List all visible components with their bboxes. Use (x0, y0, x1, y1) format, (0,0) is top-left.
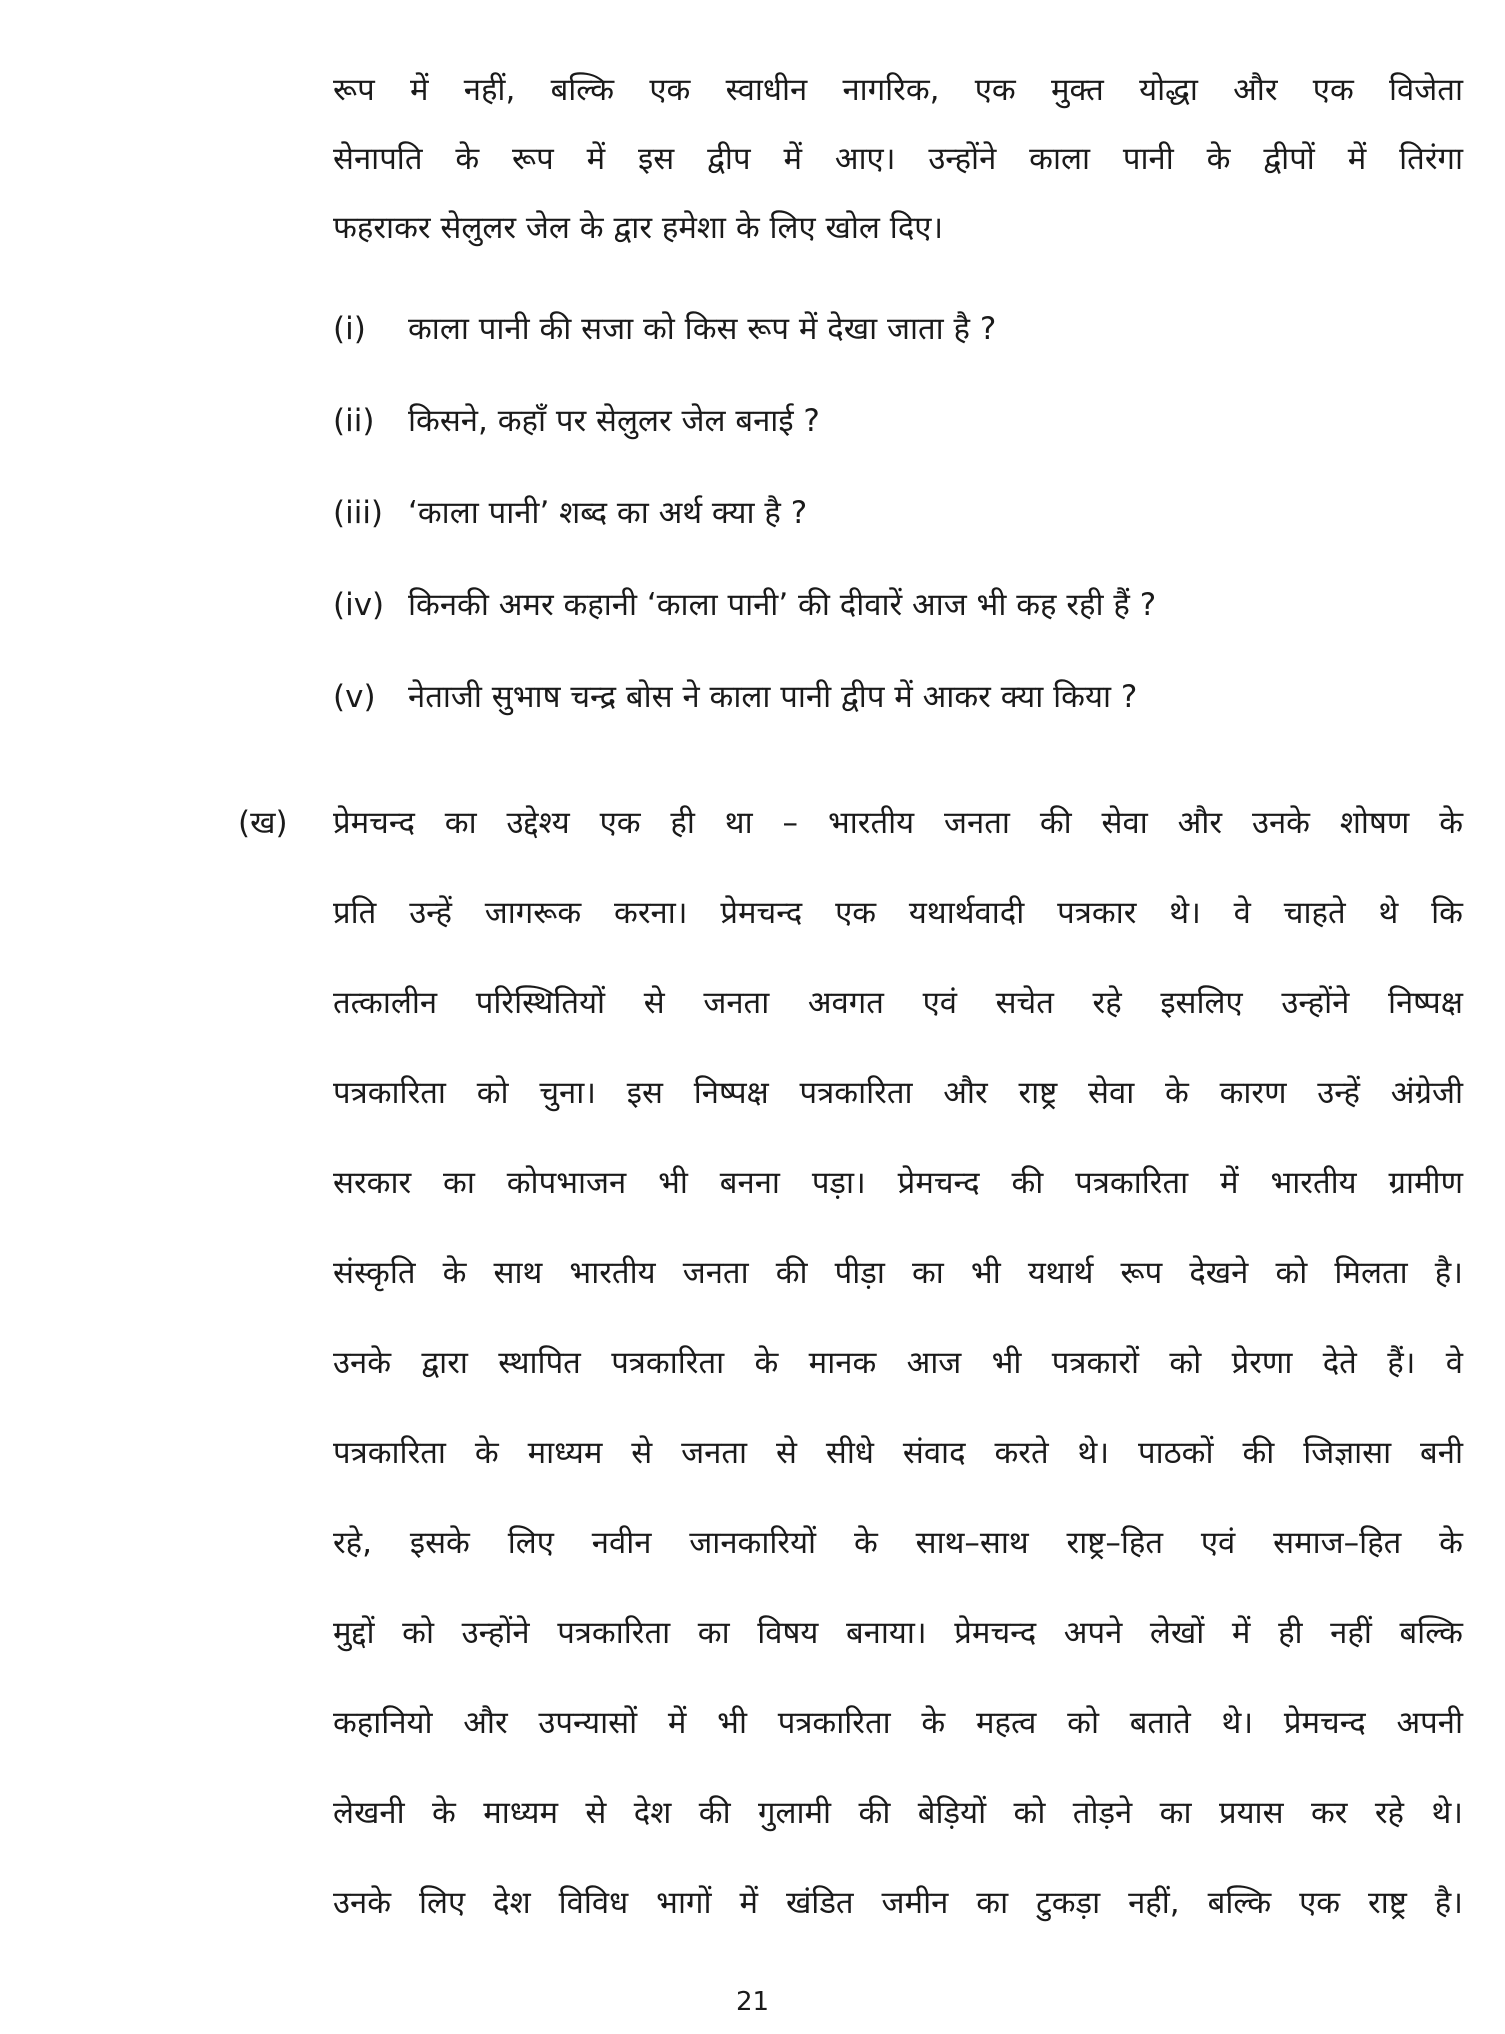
question-item (333, 307, 996, 351)
page-number: 21 (735, 1987, 770, 2017)
passage-line: सरकार का कोपभाजन भी बनना पड़ा। प्रेमचन्द की पत्रकारिता में भारतीय ग्रामीण (333, 1165, 1463, 1201)
question-number: (iii) (333, 495, 384, 531)
passage-line: मुद्दों को उन्होंने पत्रकारिता का विषय बनाया। प्रेमचन्द अपने लेखों में ही नहीं बल्कि (333, 1615, 1463, 1651)
question-item (333, 675, 1137, 719)
question-number: (ii) (333, 403, 375, 439)
passage-line: फहराकर सेलुलर जेल के द्वार हमेशा के लिए खोल दिए। (333, 210, 944, 246)
passage-line: रूप में नहीं, बल्कि एक स्वाधीन नागरिक, एक मुक्त योद्धा और एक विजेता (333, 72, 1463, 108)
passage-line: सेनापति के रूप में इस द्वीप में आए। उन्होंने काला पानी के द्वीपों में तिरंगा (333, 141, 1463, 177)
question-number: (iv) (333, 587, 385, 623)
question-item (333, 583, 1156, 627)
passage-line: प्रति उन्हें जागरूक करना। प्रेमचन्द एक यथार्थवादी पत्रकार थे। वे चाहते थे कि (333, 895, 1463, 931)
question-text: ‘काला पानी’ शब्द का अर्थ क्या है ? (408, 495, 808, 531)
passage-line: उनके लिए देश विविध भागों में खंडित जमीन का टुकड़ा नहीं, बल्कि एक राष्ट्र है। (333, 1885, 1463, 1921)
passage-line: प्रेमचन्द का उद्देश्य एक ही था – भारतीय जनता की सेवा और उनके शोषण के (333, 805, 1463, 841)
question-text: नेताजी सुभाष चन्द्र बोस ने काला पानी द्वीप में आकर क्या किया ? (408, 679, 1138, 715)
passage-line: तत्कालीन परिस्थितियों से जनता अवगत एवं सचेत रहे इसलिए उन्होंने निष्पक्ष (333, 985, 1463, 1021)
passage-line: रहे, इसके लिए नवीन जानकारियों के साथ–साथ राष्ट्र–हित एवं समाज–हित के (333, 1525, 1463, 1561)
question-text: किसने, कहाँ पर सेलुलर जेल बनाई ? (408, 403, 820, 439)
passage-line: उनके द्वारा स्थापित पत्रकारिता के मानक आज भी पत्रकारों को प्रेरणा देते हैं। वे (333, 1345, 1463, 1381)
passage-line: कहानियो और उपन्यासों में भी पत्रकारिता के महत्व को बताते थे। प्रेमचन्द अपनी (333, 1705, 1463, 1741)
passage-line: लेखनी के माध्यम से देश की गुलामी की बेड़ियों को तोड़ने का प्रयास कर रहे थे। (333, 1795, 1463, 1831)
question-number: (v) (333, 679, 376, 715)
question-item (333, 491, 807, 535)
passage-line: पत्रकारिता के माध्यम से जनता से सीधे संवाद करते थे। पाठकों की जिज्ञासा बनी (333, 1435, 1463, 1471)
passage-line: संस्कृति के साथ भारतीय जनता की पीड़ा का भी यथार्थ रूप देखने को मिलता है। (333, 1255, 1463, 1291)
question-item (333, 399, 820, 443)
question-text: काला पानी की सजा को किस रूप में देखा जाता है ? (408, 311, 997, 347)
passage-line: पत्रकारिता को चुना। इस निष्पक्ष पत्रकारिता और राष्ट्र सेवा के कारण उन्हें अंग्रेजी (333, 1075, 1463, 1111)
question-text: किनकी अमर कहानी ‘काला पानी’ की दीवारें आज भी कह रही हैं ? (408, 587, 1157, 623)
section-marker: (ख) (238, 805, 288, 841)
question-number: (i) (333, 311, 366, 347)
